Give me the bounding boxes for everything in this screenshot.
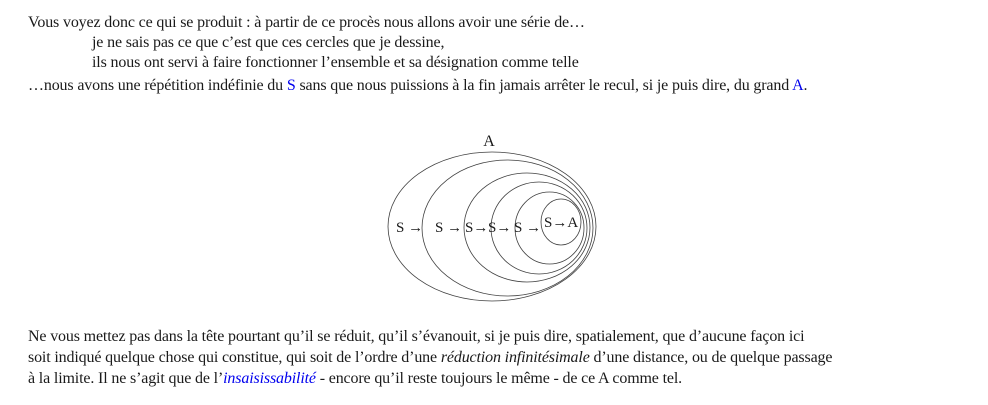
bottom-line-2-pre: soit indiqué quelque chose qui constitue, qui soit de l’ordre d’une	[28, 349, 441, 366]
blue-letter-s: S	[286, 77, 296, 94]
blue-italic-insaisissabilite: insaisissabilité	[223, 370, 316, 387]
top-line-4-pre: …nous avons une répétition indéfinie du	[28, 77, 287, 94]
top-line-3: ils nous ont servi à faire fonctionner l’ensemble et sa désignation comme telle	[92, 54, 579, 71]
top-line-2: je ne sais pas ce que c’est que ces cercles que je dessine,	[92, 34, 445, 51]
bottom-line-1: Ne vous mettez pas dans la tête pourtant qu’il se réduit, qu’il s’évanouit, si je puis dire, spatialement, que d’aucune façon ici	[28, 328, 805, 345]
diagram-label-s4: S→	[488, 220, 512, 236]
top-line-4-end: .	[803, 77, 808, 94]
diagram-label-s5: S →	[514, 220, 542, 236]
diagram-label-s3: S→	[465, 220, 489, 236]
top-line-1: Vous voyez donc ce qui se produit : à partir de ce procès nous allons avoir une série de…	[28, 14, 585, 31]
bottom-line-3	[28, 368, 832, 389]
diagram-label-s2: S →	[435, 220, 463, 236]
bottom-line-2	[28, 347, 832, 368]
paragraph-top	[28, 13, 807, 96]
top-line-4	[28, 76, 807, 96]
bottom-line-3-post: - encore qu’il reste toujours le même - de ce A comme tel.	[315, 370, 683, 387]
italic-phrase-reduction: réduction infinitésimale	[440, 349, 590, 366]
top-line-4-mid: sans que nous puissions à la fin jamais arrêter le recul, si je puis dire, du grand	[295, 77, 793, 94]
blue-letter-a: A	[792, 77, 804, 94]
bottom-line-3-pre: à la limite. Il ne s’agit que de l’	[28, 370, 224, 387]
diagram-label-s1: S →	[396, 220, 424, 236]
paragraph-bottom	[28, 326, 832, 389]
diagram-label-a-top: A	[483, 133, 495, 150]
bottom-line-2-post: d’une distance, ou de quelque passage	[589, 349, 833, 366]
nested-circles-diagram	[375, 125, 625, 315]
diagram-label-s-to-a: S→A	[544, 215, 579, 231]
